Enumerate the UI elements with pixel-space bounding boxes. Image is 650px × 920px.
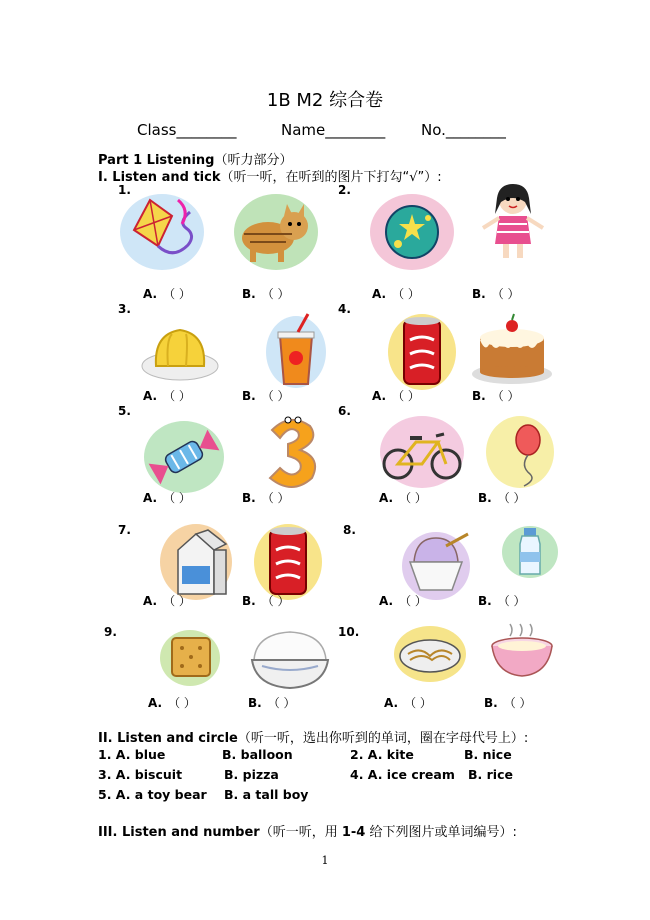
- tick-blank[interactable]: （ ）: [267, 696, 296, 710]
- circle-option[interactable]: B. nice: [464, 747, 512, 762]
- item-number: 1.: [118, 183, 131, 197]
- jelly-icon[interactable]: [136, 310, 224, 394]
- tick-blank[interactable]: （ ）: [491, 389, 520, 403]
- part1-title: Part 1 Listening: [98, 153, 215, 168]
- choice-letter: A.: [148, 696, 163, 710]
- choice-a-item-5[interactable]: [143, 489, 191, 506]
- choice-letter: A.: [143, 594, 158, 608]
- choice-letter: A.: [143, 389, 158, 403]
- circle-option[interactable]: B. balloon: [222, 747, 293, 762]
- choice-a-item-2[interactable]: [372, 285, 420, 302]
- choice-letter: B.: [478, 491, 492, 505]
- choice-a-item-7[interactable]: [143, 592, 191, 609]
- tick-blank[interactable]: （ ）: [261, 389, 290, 403]
- section1-heading: [98, 166, 442, 185]
- item-number: 8.: [343, 523, 356, 537]
- circle-option[interactable]: B. a tall boy: [224, 787, 309, 802]
- ball-icon[interactable]: [368, 190, 456, 274]
- choice-b-item-9[interactable]: [248, 694, 296, 711]
- tick-blank[interactable]: （ ）: [163, 594, 191, 608]
- section2-title: II. Listen and circle: [98, 731, 238, 746]
- choice-a-item-8[interactable]: [379, 592, 427, 609]
- tick-blank[interactable]: （ ）: [399, 491, 427, 505]
- choice-letter: B.: [472, 389, 486, 403]
- tick-blank[interactable]: （ ）: [163, 389, 191, 403]
- tick-blank[interactable]: （ ）: [399, 594, 427, 608]
- kite-icon[interactable]: [118, 190, 206, 274]
- circle-option[interactable]: 4. A. ice cream: [350, 767, 455, 782]
- choice-letter: B.: [484, 696, 498, 710]
- choice-b-item-6[interactable]: [478, 489, 526, 506]
- section3-title: III. Listen and number: [98, 825, 260, 840]
- tick-blank[interactable]: （ ）: [261, 491, 290, 505]
- number-field: No.________: [421, 121, 506, 139]
- choice-b-item-4[interactable]: [472, 387, 520, 404]
- item-number: 10.: [338, 625, 360, 639]
- tick-blank[interactable]: （ ）: [503, 696, 532, 710]
- section3-range: 1-4: [341, 825, 366, 840]
- section1-instruction: （听一听，在听到的图片下打勾“√”）:: [220, 170, 442, 185]
- balloon-icon[interactable]: [476, 410, 564, 494]
- choice-letter: A.: [384, 696, 399, 710]
- tick-blank[interactable]: （ ）: [168, 696, 196, 710]
- section3-instruction-end: 给下列图片或单词编号）:: [365, 825, 517, 840]
- doll-icon[interactable]: [469, 180, 557, 264]
- tick-blank[interactable]: （ ）: [163, 491, 191, 505]
- tick-blank[interactable]: （ ）: [497, 594, 526, 608]
- tick-blank[interactable]: （ ）: [163, 287, 191, 301]
- choice-b-item-10[interactable]: [484, 694, 532, 711]
- circle-option[interactable]: 2. A. kite: [350, 747, 414, 762]
- number-three-icon[interactable]: [250, 410, 338, 494]
- choice-b-item-2[interactable]: [472, 285, 520, 302]
- circle-option[interactable]: B. rice: [468, 767, 513, 782]
- item-number: 9.: [104, 625, 117, 639]
- choice-a-item-1[interactable]: [143, 285, 191, 302]
- choice-letter: A.: [143, 287, 158, 301]
- item-number: 3.: [118, 302, 131, 316]
- bicycle-icon[interactable]: [378, 410, 466, 494]
- tick-blank[interactable]: （ ）: [404, 696, 432, 710]
- choice-letter: A.: [372, 389, 387, 403]
- choice-letter: A.: [143, 491, 158, 505]
- choice-letter: A.: [379, 491, 394, 505]
- tick-blank[interactable]: （ ）: [497, 491, 526, 505]
- cola-icon[interactable]: [378, 310, 466, 394]
- page-title: 1B M2 综合卷: [266, 90, 384, 111]
- choice-letter: B.: [242, 389, 256, 403]
- part1-subtitle: （听力部分）: [214, 153, 293, 168]
- choice-letter: B.: [478, 594, 492, 608]
- section3-instruction-start: （听一听，用: [259, 825, 342, 840]
- choice-letter: B.: [248, 696, 262, 710]
- cake-icon[interactable]: [468, 310, 556, 394]
- section2-heading: [98, 727, 528, 746]
- choice-b-item-1[interactable]: [242, 285, 290, 302]
- choice-a-item-4[interactable]: [372, 387, 420, 404]
- tick-blank[interactable]: （ ）: [261, 594, 290, 608]
- tick-blank[interactable]: （ ）: [392, 389, 420, 403]
- choice-a-item-9[interactable]: [148, 694, 196, 711]
- circle-option[interactable]: 3. A. biscuit: [98, 767, 183, 782]
- item-number: 7.: [118, 523, 131, 537]
- cat-icon[interactable]: [232, 190, 320, 274]
- item-number: 6.: [338, 404, 351, 418]
- choice-a-item-10[interactable]: [384, 694, 432, 711]
- choice-a-item-6[interactable]: [379, 489, 427, 506]
- choice-letter: A.: [379, 594, 394, 608]
- choice-a-item-3[interactable]: [143, 387, 191, 404]
- choice-b-item-7[interactable]: [242, 592, 290, 609]
- tick-blank[interactable]: （ ）: [491, 287, 520, 301]
- circle-option[interactable]: 5. A. a toy bear: [98, 787, 207, 802]
- choice-b-item-8[interactable]: [478, 592, 526, 609]
- circle-option[interactable]: 1. A. blue: [98, 747, 166, 762]
- page-number: 1: [321, 854, 329, 867]
- choice-letter: A.: [372, 287, 387, 301]
- choice-letter: B.: [242, 594, 256, 608]
- tick-blank[interactable]: （ ）: [261, 287, 290, 301]
- item-number: 5.: [118, 404, 131, 418]
- circle-option[interactable]: B. pizza: [224, 767, 279, 782]
- candy-icon[interactable]: [140, 415, 228, 499]
- item-number: 2.: [338, 183, 351, 197]
- choice-b-item-5[interactable]: [242, 489, 290, 506]
- choice-b-item-3[interactable]: [242, 387, 290, 404]
- choice-letter: B.: [242, 287, 256, 301]
- section2-instruction: （听一听，选出你听到的单词，圈在字母代号上）:: [237, 731, 529, 746]
- name-field: Name________: [281, 121, 386, 139]
- section1-title: I. Listen and tick: [98, 170, 221, 185]
- juice-icon[interactable]: [252, 310, 340, 394]
- choice-letter: B.: [472, 287, 486, 301]
- choice-letter: B.: [242, 491, 256, 505]
- tick-blank[interactable]: （ ）: [392, 287, 420, 301]
- item-number: 4.: [338, 302, 351, 316]
- section3-heading: [98, 821, 517, 840]
- class-field: Class________: [137, 121, 237, 139]
